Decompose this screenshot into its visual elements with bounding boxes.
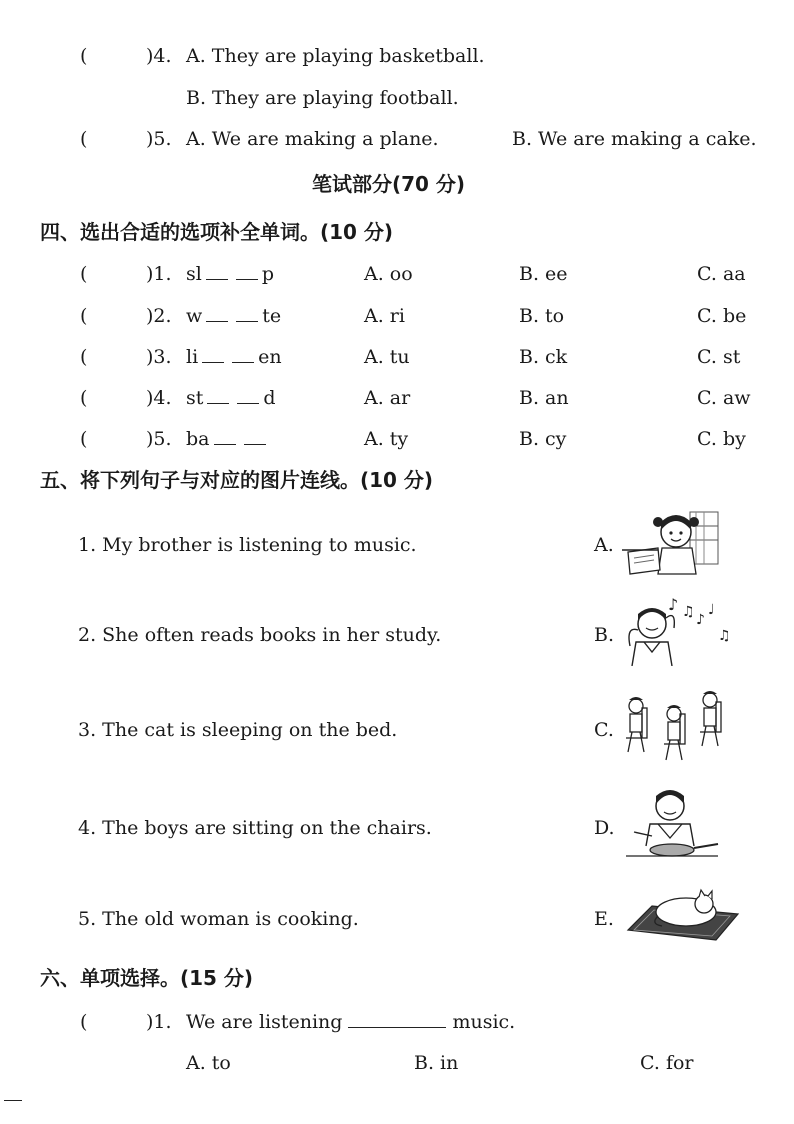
paren-open: ( [80, 305, 88, 327]
svg-text:♫: ♫ [682, 604, 695, 620]
option-a: A. ri [364, 305, 405, 327]
option-a: A. ty [364, 428, 409, 450]
option-a: A. oo [364, 263, 413, 285]
girl-reading-picture [622, 508, 722, 578]
option-c: C. aw [697, 387, 751, 409]
sentence-3: 3. The cat is sleeping on the bed. [78, 719, 398, 741]
woman-cooking-picture [622, 786, 722, 862]
section-5-title: 五、将下列句子与对应的图片连线。(10 分) [40, 468, 434, 492]
picture-label-e: E. [594, 908, 614, 930]
svg-text:♩: ♩ [708, 602, 715, 618]
question-stem: We are listening music. [186, 1011, 516, 1033]
cat-sleeping-picture [622, 884, 742, 942]
option-b: B. in [414, 1052, 459, 1074]
paren-open: ( [80, 128, 88, 150]
option-b: B. ee [519, 263, 568, 285]
question-number: )1. [146, 1011, 172, 1033]
question-number: )2. [146, 305, 172, 327]
option-b: B. They are playing football. [186, 87, 459, 109]
paren-open: ( [80, 346, 88, 368]
word-puzzle: ba [186, 427, 270, 451]
paren-open: ( [80, 387, 88, 409]
svg-text:♪: ♪ [668, 596, 679, 614]
svg-text:♪: ♪ [696, 612, 705, 628]
question-number: )5. [146, 128, 172, 150]
footer-line [4, 1100, 22, 1101]
option-b: B. to [519, 305, 565, 327]
word-puzzle: st d [186, 387, 276, 409]
sentence-4: 4. The boys are sitting on the chairs. [78, 817, 432, 839]
sentence-1: 1. My brother is listening to music. [78, 534, 417, 556]
boy-music-picture [622, 596, 734, 666]
question-number: )1. [146, 263, 172, 285]
option-c: C. aa [697, 263, 746, 285]
paren-open: ( [80, 428, 88, 450]
picture-label-a: A. [594, 534, 614, 556]
picture-label-c: C. [594, 719, 614, 741]
option-b: B. ck [519, 346, 568, 368]
option-c: C. be [697, 305, 747, 327]
option-a: A. They are playing basketball. [186, 45, 485, 67]
picture-label-b: B. [594, 624, 615, 646]
written-part-title: 笔试部分(70 分) [312, 172, 466, 196]
option-b: B. cy [519, 428, 567, 450]
question-number: )3. [146, 346, 172, 368]
option-b: B. an [519, 387, 569, 409]
section-4-title: 四、选出合适的选项补全单词。(10 分) [40, 220, 394, 244]
boys-chairs-picture [622, 690, 728, 762]
option-a: A. ar [364, 387, 411, 409]
question-number: )4. [146, 387, 172, 409]
sentence-2: 2. She often reads books in her study. [78, 624, 442, 646]
section-6-title: 六、单项选择。(15 分) [40, 966, 254, 990]
question-number: )5. [146, 428, 172, 450]
paren-open: ( [80, 45, 88, 67]
paren-open: ( [80, 1011, 88, 1033]
word-puzzle: sl p [186, 263, 274, 285]
option-a: A. to [186, 1052, 231, 1074]
option-a: A. tu [364, 346, 410, 368]
sentence-5: 5. The old woman is cooking. [78, 908, 359, 930]
paren-open: ( [80, 263, 88, 285]
option-a: A. We are making a plane. [186, 128, 439, 150]
option-b: B. We are making a cake. [512, 128, 757, 150]
option-c: C. by [697, 428, 746, 450]
option-c: C. st [697, 346, 741, 368]
svg-text:♫: ♫ [718, 628, 731, 644]
question-number: )4. [146, 45, 172, 67]
picture-label-d: D. [594, 817, 615, 839]
word-puzzle: w te [186, 305, 282, 327]
option-c: C. for [640, 1052, 694, 1074]
word-puzzle: li en [186, 346, 282, 368]
